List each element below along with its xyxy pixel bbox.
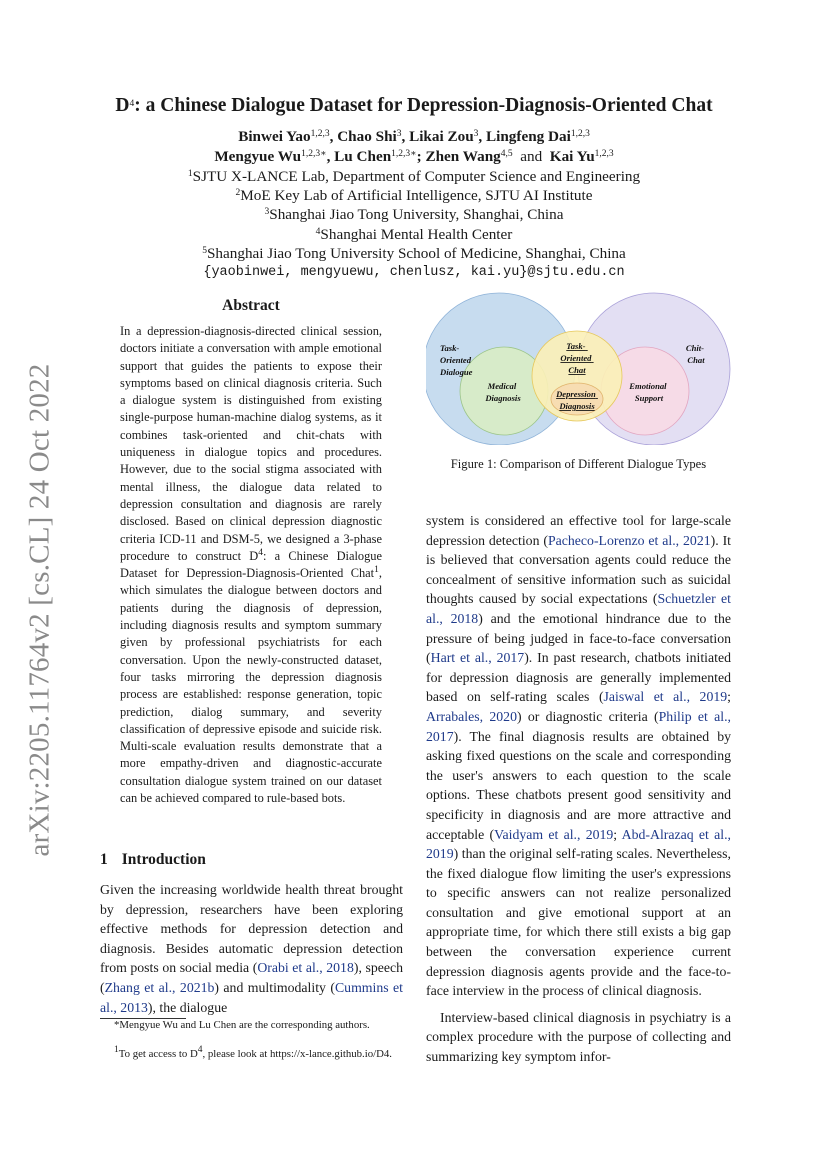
- abstract-body: In a depression-diagnosis-directed clinical session, doctors initiate a conversation with ample emotional support that guides the patients to expose their symptoms based on clinical diagnosis criteria. Such a dialogue system is distinguished from existing single-purpose human-machine dialog systems, as it combines task-oriented and chit-chats with uniqueness in dialogue topics and procedures. However, due to the social stigma associated with mental illness, the dialogue data related to depression consultation and diagnosis are rarely disclosed. Based on clinical depression diagnostic criteria ICD-11 and DSM-5, we designed a 3-phase procedure to construct $D^4$: a Chinese Dialogue Dataset for Depression-Diagnosis-Oriented Chat$^1$, which simulates the dialogue between doctors and patients during the diagnosis of depression, including diagnosis results and symptom summary given by professional psychiatrists for each conversation. Upon the newly-constructed dataset, four tasks mirroring the depression diagnosis process are established: response generation, topic prediction, dialog summary, and severity classification of depressive episode and suicide risk. Multi-scale evaluation results demonstrate that a more empathy-driven and diagnostic-accurate consultation dialogue system trained on our dataset can be achieved compared to rule-based bots.: [120, 324, 382, 806]
- dialogue-types-venn-diagram: [426, 291, 731, 445]
- citation-link[interactable]: Jaiswal et al., 2019: [603, 689, 728, 705]
- footnote-access: $^1$To get access to $D^4$, please look at https://x-lance.github.io/D4.: [114, 1045, 393, 1060]
- citation-link[interactable]: Schuetzler et al., 2018: [426, 591, 732, 626]
- citation-link[interactable]: Hart et al., 2017: [430, 650, 525, 666]
- citation-link[interactable]: Orabi et al., 2018: [257, 960, 354, 976]
- author: Lu Chen$^{1,2,3∗}$;: [334, 148, 426, 165]
- label-task-oriented-chat: Task- Oriented Chat: [560, 341, 592, 375]
- intro-paragraph: Given the increasing worldwide health threat brought by depression, researchers have been exploring effective methods for depression detection and diagnosis. Besides automatic depression detection from posts on social media (Orabi et al., 2018), speech (Zhang et al., 2021b) and multimodality (Cummins et al., 2013), the dialogue: [100, 882, 404, 1015]
- author: Mengyue $Wu^{1,2,3∗}$,: [214, 148, 335, 165]
- authors-line-1: [0, 128, 828, 146]
- author: Lingfeng Dai$^{1,2,3}$: [486, 128, 590, 145]
- right-column-text: [426, 511, 731, 1067]
- citation-link[interactable]: Philip et al., 2017: [426, 708, 732, 744]
- affiliation: $^4$Shanghai Mental Health Center: [315, 226, 513, 243]
- citation-link[interactable]: Vaidyam et al., 2019: [494, 826, 614, 842]
- citation-link[interactable]: Arrabales, 2020: [426, 708, 517, 724]
- affiliation: $^2$MoE Key Lab of Artificial Intelligence, SJTU AI Institute: [235, 187, 593, 204]
- affiliation: $^1$SJTU X-LANCE Lab, Department of Computer Science and Engineering: [187, 168, 641, 185]
- citation-link[interactable]: Abd-Alrazaq et al., 2019: [426, 826, 731, 862]
- paper-title: $D^4$: a Chinese Dialogue Dataset for Depression-Diagnosis-Oriented Chat: [115, 95, 713, 116]
- author: Zhen Wang$^{4,5}$ and: [425, 148, 550, 165]
- author: Binwei Yao$^{1,2,3}$,: [238, 128, 338, 145]
- section-heading-introduction: 1 Introduction: [100, 851, 206, 868]
- label-medical-diagnosis: Medical Diagnosis: [485, 381, 521, 403]
- author: Kai Yu$^{1,2,3}$: [549, 148, 614, 165]
- authors-line-2: [0, 148, 828, 166]
- abstract-heading: Abstract: [222, 297, 280, 314]
- label-chit-chat: Chit- Chat: [685, 343, 705, 365]
- affiliation: $^3$Shanghai Jiao Tong University, Shanghai, China: [264, 206, 564, 223]
- footnote-ref[interactable]: 1: [374, 565, 379, 576]
- footnote-corresponding: *Mengyue Wu and Lu Chen are the corresponding authors.: [114, 1019, 370, 1031]
- arxiv-id: arXiv:2205.11764v2 [cs.CL] 24 Oct 2022: [23, 363, 56, 857]
- affiliation: $^5$Shanghai Jiao Tong University School of Medicine, Shanghai, China: [202, 245, 626, 262]
- label-emotional-support: Emotional Support: [629, 381, 667, 403]
- author-emails: {yaobinwei, mengyuewu, chenlusz, kai.yu}@sjtu.edu.cn: [203, 265, 625, 280]
- figure-caption: Figure 1: Comparison of Different Dialogue Types: [450, 457, 707, 471]
- label-depression-diagnosis: Depression Diagnosis: [556, 389, 596, 411]
- author: Likai Zou$^3$,: [409, 128, 486, 145]
- author: Chao Shi$^3$,: [337, 128, 410, 145]
- citation-link[interactable]: Pacheco-Lorenzo et al., 2021: [547, 532, 711, 548]
- label-task-oriented-dialogue: Task- Oriented Dialogue: [440, 343, 473, 377]
- body-paragraph: Interview-based clinical diagnosis in psychiatry is a complex procedure with the purpose of collecting and summarizing key symptom infor-: [426, 1009, 731, 1065]
- citation-link[interactable]: Zhang et al., 2021b: [104, 979, 215, 995]
- body-paragraph: system is considered an effective tool for large-scale depression detection (Pacheco-Lorenzo et al., 2021). It is believed that conversation agents could reduce the concealment of sensitive information such as suicidal thoughts caused by social expectations (Schuetzler et al., 2018) and the emotional hindrance due to the pressure of being judged in face-to-face conversation (Hart et al., 2017). In past research, chatbots initiated for depression diagnosis are generally implemented based on self-rating scales (Jaiswal et al., 2019; Arrabales, 2020) or diagnostic criteria (Philip et al., 2017). The final diagnosis results are obtained by asking fixed questions on the scale and corresponding the user's answers to each question to the scale options. These chatbots present good sensitivity and specificity in diagnosis and are more attractive and acceptable (Vaidyam et al., 2019; Abd-Alrazaq et al., 2019) than the original self-rating scales. Nevertheless, the fixed dialogue flow limiting the user's expressions to specific answers can not realize personalized consultation and give emotional support at an appropriate time, for which there still exists a big gap between the conversation experience current depression diagnosis agents provide and the face-to-face interview in the process of clinical diagnosis.: [426, 513, 732, 999]
- arxiv-stamp: [12, 363, 68, 857]
- citation-link[interactable]: Cummins et al., 2013: [100, 979, 404, 1015]
